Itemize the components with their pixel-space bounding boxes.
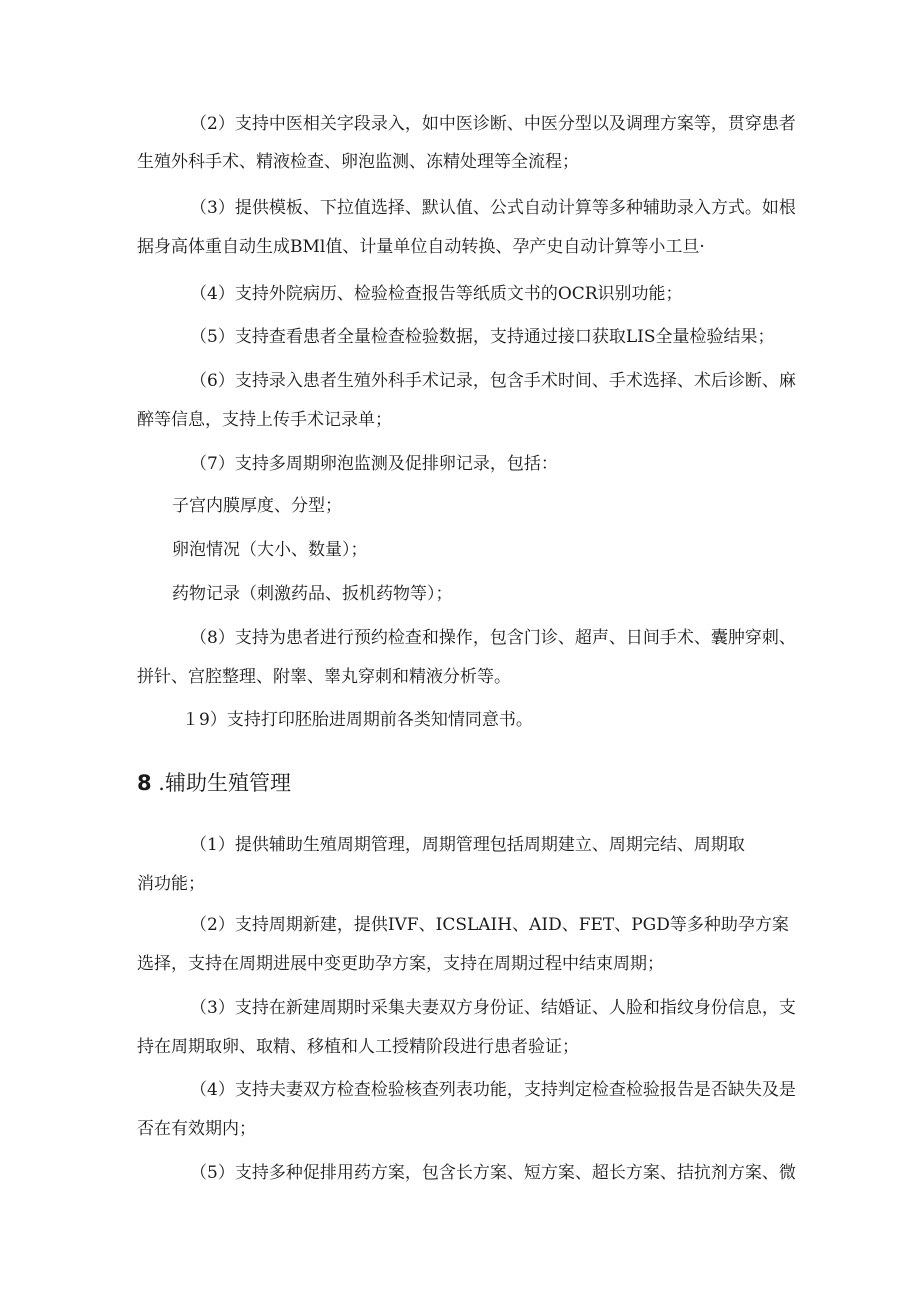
item8-4-line1: （4）支持夫妻双方检查检验核查列表功能，支持判定检查检验报告是否缺失及是 (190, 1080, 796, 1100)
item7-5-line1: （5）支持查看患者全量检查检验数据，支持通过接口获取LIS全量检验结果； (190, 327, 775, 347)
item7-9-line1: １9）支持打印胚胎进周期前各类知情同意书。 (182, 710, 533, 730)
item7-2-line1: （2）支持中医相关字段录入，如中医诊断、中医分型以及调理方案等，贯穿患者 (190, 114, 796, 134)
item7-7-sub1: 子宫内膜厚度、分型； (172, 496, 342, 516)
item7-3-line2: 据身高体重自动生成BMl值、计量单位自动转换、孕产史自动计算等小工旦· (137, 237, 705, 257)
item8-2-line2: 选择，支持在周期进展中变更助孕方案，支持在周期过程中结束周期； (137, 954, 664, 974)
item7-7-line1: （7）支持多周期卵泡监测及促排卵记录，包括： (190, 454, 558, 474)
item7-6-line2: 醉等信息，支持上传手术记录单； (137, 410, 392, 430)
item7-8-line1: （8）支持为患者进行预约检查和操作，包含门诊、超声、日间手术、囊肿穿刺、 (190, 628, 796, 648)
item7-7-sub3: 药物记录（刺激药品、扳机药物等）； (172, 584, 453, 604)
section8-heading (137, 770, 291, 796)
item8-2-line1: （2）支持周期新建，提供IVF、ICSLAIH、AID、FET、PGD等多种助孕方案 (190, 915, 789, 935)
item8-1-line2: 消功能； (137, 874, 205, 894)
item7-2-line2: 生殖外科手术、精液检查、卵泡监测、冻精处理等全流程； (137, 152, 579, 172)
item7-6-line1: （6）支持录入患者生殖外科手术记录，包含手术时间、手术选择、术后诊断、麻 (190, 371, 796, 391)
section8-heading-number: 8 (137, 771, 152, 795)
item7-7-sub2: 卵泡情况（大小、数量）； (172, 540, 368, 560)
item7-8-line2: 拼针、宫腔整理、附睾、睾丸穿刺和精液分析等。 (137, 667, 511, 687)
section8-heading-text: .辅助生殖管理 (151, 771, 291, 795)
item8-1-line1: （1）提供辅助生殖周期管理，周期管理包括周期建立、周期完结、周期取 (190, 835, 745, 855)
item8-4-line2: 否在有效期内； (137, 1119, 256, 1139)
item7-4-line1: （4）支持外院病历、检验检查报告等纸质文书的OCR识别功能； (190, 284, 683, 304)
item8-5-line1: （5）支持多种促排用药方案，包含长方案、短方案、超长方案、拮抗剂方案、微 (190, 1163, 796, 1183)
item8-3-line1: （3）支持在新建周期时采集夫妻双方身份证、结婚证、人脸和指纹身份信息，支 (190, 998, 796, 1018)
item7-3-line1: （3）提供模板、下拉值选择、默认值、公式自动计算等多种辅助录入方式。如根 (190, 198, 796, 218)
item8-3-line2: 持在周期取卵、取精、移植和人工授精阶段进行患者验证； (137, 1037, 579, 1057)
